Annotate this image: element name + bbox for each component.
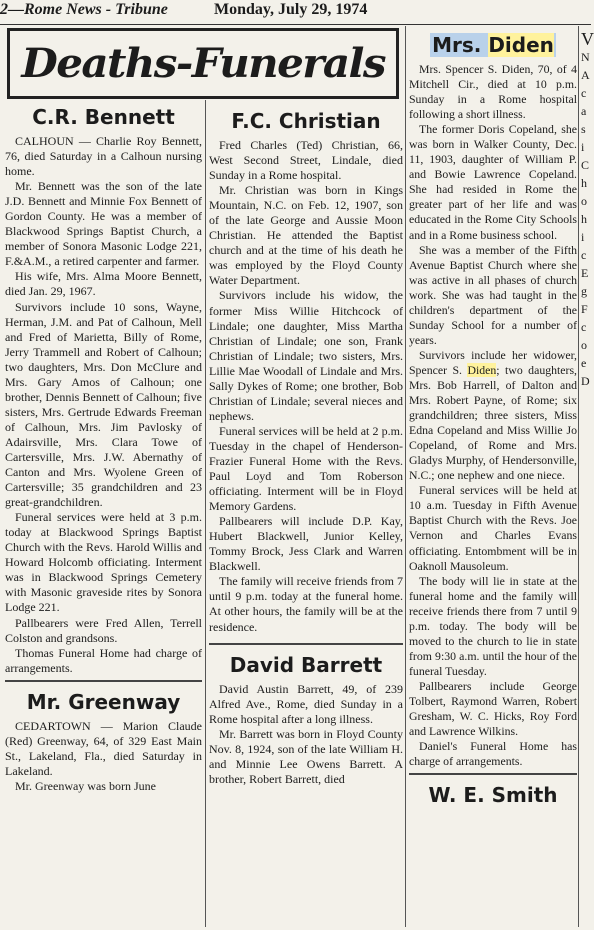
- obit-paragraph: David Austin Barrett, 49, of 239 Alfred Ave., Rome, died Sunday in a Rome hospital after a long illness.: [209, 681, 403, 726]
- obit-paragraph: Pallbearers include George Tolbert, Raymond Warren, Robert Gresham, W. C. Hicks, Roy Ford and Lawrence Wilkins.: [409, 678, 577, 739]
- edge-letter: i: [581, 140, 585, 154]
- text-run: Survivors include her widower, Spencer S.: [409, 347, 577, 377]
- edge-letter: N: [581, 50, 590, 64]
- obit-heading-greenway: Mr. Greenway: [26, 689, 181, 714]
- obit-heading-barrett: David Barrett: [229, 652, 383, 677]
- masthead: [0, 0, 591, 25]
- edge-letter: e: [581, 356, 587, 370]
- obit-paragraph: She was a member of the Fifth Avenue Baptist Church where she was active in all phases of church work. She was had taught in the children's department of the Sunday School for a number of years.: [409, 242, 577, 347]
- obit-paragraph: Mr. Christian was born in Kings Mountain, N.C. on Feb. 12, 1907, son of the late George and Aussie Moon Christian. He attended the Baptist church and at the time of his death he was employed by the Floyd County Water Department.: [209, 183, 403, 288]
- adjacent-column-edge: [581, 30, 594, 930]
- obit-paragraph: Survivors include 10 sons, Wayne, Herman, J.M. and Pat of Calhoun, Mell and Fred of Marietta, Billy of Rome, Jerry Trammell and Robert of Calhoun; two daughters, Mrs. Don McClure and Mrs. Gary Amos of Calhoun; one brother, Dennis Bennett of Calhoun; five sisters, Mrs. Gertrude Edwards Freeman of Calhoun, Mrs. Jim Pavlosky of Adairsville, Mrs. Clara Towe of Cartersville, Mrs. J.W. Abernathy of Canton and Mrs. Wyolene Green of Cartersville; 35 grandchildren and 23 great-grandchildren.: [5, 299, 202, 510]
- obit-heading-christian: F.C. Christian: [231, 109, 381, 133]
- edge-letter: C: [581, 158, 590, 172]
- obit-divider: [209, 643, 403, 645]
- obit-paragraph: Thomas Funeral Home had charge of arrangements.: [5, 645, 202, 675]
- edge-letter: F: [581, 302, 588, 316]
- edge-letter: i: [581, 230, 585, 244]
- obit-paragraph: The family will receive friends from 7 until 9 p.m. today at the funeral home. At other hours, the family will be at the residence.: [209, 574, 403, 634]
- obit-body-greenway: [5, 719, 202, 794]
- obit-paragraph: Mr. Greenway was born June: [15, 778, 156, 793]
- edge-letter: E: [581, 266, 589, 280]
- obit-heading-smith: W. E. Smith: [428, 783, 558, 808]
- edge-letter: c: [581, 86, 587, 100]
- obit-paragraph: Funeral services will be held at 2 p.m. Tuesday in the chapel of Henderson-Frazier Funeral Home with the Revs. Paul Loyd and Tom Roberson officiating. Interment will be in Floyd Memory Gardens.: [209, 423, 403, 514]
- obit-paragraph: Mrs. Spencer S. Diden, 70, of 4 Mitchell Cir., died at 10 p.m. Sunday in a Rome hospital following a short illness.: [409, 62, 577, 122]
- obit-paragraph: Pallbearers were Fred Allen, Terrell Colston and grandsons.: [5, 615, 202, 645]
- obit-name-prefix: Mrs.: [432, 33, 489, 57]
- column-1: [5, 100, 202, 927]
- obit-paragraph: Mr. Barrett was born in Floyd County Nov. 8, 1924, son of the late William H. and Minnie Lee Owens Barrett. A brother, Robert Barrett, died: [209, 726, 403, 786]
- obit-paragraph: CALHOUN — Charlie Roy Bennett, 76, died Saturday in a Calhoun nursing home.: [5, 134, 202, 179]
- obit-paragraph: The body will lie in state at the funeral home and the family will receive friends there from 7 until 9 p.m. today. The body will be moved to the church to lie in state from 9:30 a.m. until the hour of the funeral Tuesday.: [409, 573, 577, 678]
- obit-body-christian: [209, 138, 403, 635]
- edge-letter: o: [581, 194, 587, 208]
- text-run: ; two daughters, Mrs. Bob Harrell, of Dalton and Mrs. Robert Payne, of Rome; six grandchildren; three sisters, Miss Edna Copeland and Miss Willie Jo Copeland, of Rome and Mrs. Gladys Murphy, of Hendersonville, N.C.; one nephew and one niece.: [409, 362, 577, 483]
- obit-paragraph: Fred Charles (Ted) Christian, 66, West Second Street, Lindale, died Sunday in a Rome hospital.: [209, 138, 403, 183]
- edge-letter: s: [581, 122, 586, 136]
- column-rule: [578, 26, 579, 927]
- column-2: [209, 104, 403, 927]
- edge-letter: h: [581, 176, 587, 190]
- edge-letter: c: [581, 320, 587, 334]
- obit-heading-diden: [409, 30, 577, 62]
- obit-divider: [5, 680, 202, 682]
- edge-letter: g: [581, 284, 587, 298]
- edge-letter: o: [581, 338, 587, 352]
- column-rule: [205, 100, 206, 927]
- obit-body-bennett: [5, 134, 202, 676]
- obit-paragraph: His wife, Mrs. Alma Moore Bennett, died Jan. 29, 1967.: [5, 269, 202, 299]
- column-3: [409, 30, 577, 927]
- edge-letter: h: [581, 212, 587, 226]
- obit-paragraph: Funeral services will be held at 10 a.m. Tuesday in Fifth Avenue Baptist Church with the Revs. Joe Vernon and Charles Evans officiating. Entombment will be in Oaknoll Mausoleum.: [409, 483, 577, 573]
- obit-divider: [409, 773, 577, 775]
- obit-paragraph: Mr. Bennett was the son of the late J.D. Bennett and Minnie Fox Bennett of Gordon County. He was a member of Blackwood Springs Baptist Church, a member of Sonora Masonic Lodge 221, F.&A.M., a retired carpenter and farmer.: [5, 179, 202, 269]
- obit-heading-bennett: C.R. Bennett: [32, 105, 175, 129]
- search-highlight: Diden: [467, 362, 497, 377]
- edge-letter: V: [581, 29, 594, 49]
- obit-paragraph: Daniel's Funeral Home has charge of arrangements.: [409, 739, 577, 769]
- obit-paragraph: [409, 348, 577, 483]
- column-rule: [405, 26, 406, 927]
- edge-letter: c: [581, 248, 587, 262]
- masthead-paper: 2—Rome News - Tribune: [0, 1, 168, 18]
- edge-letter: D: [581, 374, 590, 388]
- obit-paragraph: The former Doris Copeland, she was born in Walker County, Dec. 11, 1903, daughter of William P. and Bowie Lawrence Copeland. She had resided in Rome the greater part of her life and was educated in the Rome City Schools and in a Rome business school.: [409, 122, 577, 242]
- edge-letter: A: [581, 68, 590, 82]
- obit-body-barrett: [209, 682, 403, 787]
- obit-body-diden: [409, 62, 577, 769]
- section-title: Deaths-Funerals: [21, 40, 385, 87]
- section-banner: [7, 28, 399, 99]
- edge-letter: a: [581, 104, 587, 118]
- search-highlight: Diden: [488, 33, 554, 57]
- obit-paragraph: CEDARTOWN — Marion Claude (Red) Greenway, 64, of 329 East Main St., Lakeland, Fla., died Saturday in Lakeland.: [5, 718, 202, 778]
- obit-paragraph: Survivors include his widow, the former Miss Willie Hitchcock of Lindale; one daughter, Miss Martha Christian of Lindale; one son, Frank Christian of Lindale; two sisters, Mrs. Lillie Mae Woodall of Lindale and Mrs. Sally Dykes of Rome; one brother, Bob Christian of Lindale; several nieces and nephews.: [209, 288, 403, 423]
- masthead-date: Monday, July 29, 1974: [214, 1, 368, 18]
- obit-paragraph: Funeral services were held at 3 p.m. today at Blackwood Springs Baptist Church with the Revs. Harold Willis and Howard Holcomb officiating. Interment was in Blackwood Springs Cemetery with Masonic graveside rites by Sonora Lodge 221.: [5, 510, 202, 615]
- obit-paragraph: Pallbearers will include D.P. Kay, Hubert Blackwell, Junior Kelley, Tommy Brock, Jess Clark and Warren Blackwell.: [209, 514, 403, 574]
